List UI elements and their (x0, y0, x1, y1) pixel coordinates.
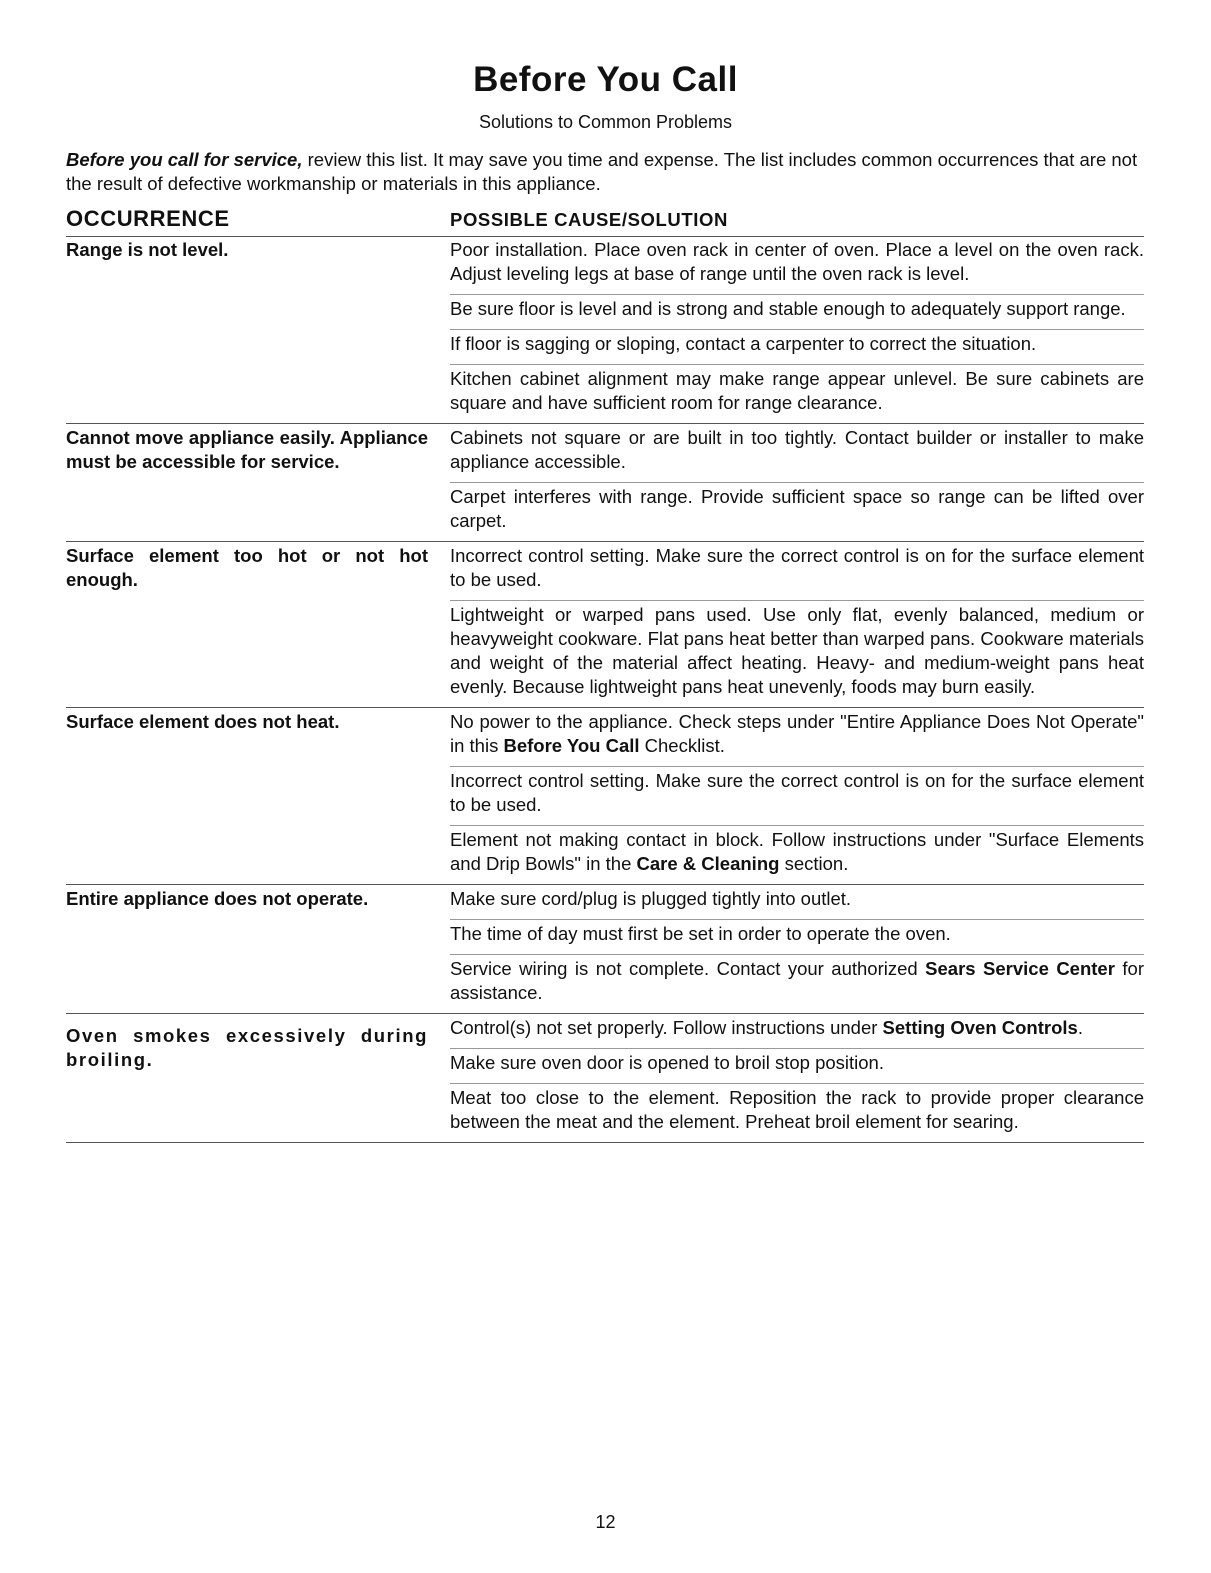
page-title: Before You Call (473, 60, 738, 99)
solution-text: Control(s) not set properly. Follow instructions under (450, 1017, 883, 1038)
solution-item (450, 236, 1144, 295)
column-header-solution: POSSIBLE CAUSE/SOLUTION (450, 209, 728, 230)
column-header-occurrence: OCCURRENCE (66, 206, 230, 231)
table-row (66, 1014, 1144, 1143)
solution-text: Element not making contact in block. Follow instructions under "Surface Elements and Drip Bowls" in the (450, 829, 1144, 874)
solution-item (450, 295, 1144, 330)
solution-text: for assistance. (450, 958, 1144, 1003)
solution-item (450, 1084, 1144, 1142)
solution-text: If floor is sagging or sloping, contact a carpenter to correct the situation. (450, 333, 1037, 354)
solution-emphasis: Setting Oven Controls (882, 1017, 1078, 1038)
solution-text: Lightweight or warped pans used. Use only flat, evenly balanced, medium or heavyweight cookware. Flat pans heat better than warped pans. Cookware materials and weight of the material affect heating. Heavy- and medium-weight pans heat evenly. Because lightweight pans heat unevenly, foods may burn easily. (450, 604, 1144, 697)
page-subtitle: Solutions to Common Problems (478, 112, 733, 132)
solution-text: . (1077, 1017, 1083, 1038)
solution-text: Be sure floor is level and is strong and stable enough to adequately support range. (450, 298, 1126, 319)
occurrence-text: Surface element does not heat. (66, 711, 340, 732)
solution-item (450, 365, 1144, 423)
solution-text: section. (779, 853, 849, 874)
solution-text: The time of day must first be set in order to operate the oven. (450, 923, 951, 944)
table-row (66, 708, 1144, 885)
solution-item (450, 826, 1144, 884)
intro-text: review this list. It may save you time and expense. The list includes common occurrences that are not the result of defective workmanship or materials in this appliance. (66, 149, 1138, 194)
intro-paragraph (66, 148, 1146, 196)
solution-list (450, 542, 1144, 707)
solution-text: Poor installation. Place oven rack in center of oven. Place a level on the oven rack. Adjust leveling legs at base of range until the oven rack is level. (450, 239, 1144, 284)
solution-text: Meat too close to the element. Reposition the rack to provide proper clearance between the meat and the element. Preheat broil element for searing. (450, 1087, 1144, 1132)
solution-text: Make sure oven door is opened to broil stop position. (450, 1052, 884, 1073)
occurrence-text: Entire appliance does not operate. (66, 888, 369, 909)
occurrence-text: Oven smokes excessively during broiling. (66, 1025, 428, 1070)
solution-list (450, 236, 1144, 423)
troubleshooting-table (66, 236, 1144, 1143)
solution-item (450, 542, 1144, 601)
table-row (66, 236, 1144, 424)
solution-item (450, 330, 1144, 365)
table-row (66, 542, 1144, 708)
solution-emphasis: Sears Service Center (925, 958, 1115, 979)
solution-item (450, 955, 1144, 1013)
solution-item (450, 424, 1144, 483)
solution-text: Incorrect control setting. Make sure the correct control is on for the surface element to be used. (450, 770, 1144, 815)
intro-lead: Before you call for service, (66, 149, 303, 170)
solution-list (450, 424, 1144, 541)
solution-item (450, 708, 1144, 767)
solution-item (450, 767, 1144, 826)
solution-text: Checklist. (639, 735, 725, 756)
solution-item (450, 920, 1144, 955)
occurrence-text: Surface element too hot or not hot enough. (66, 545, 428, 590)
solution-text: No power to the appliance. Check steps under "Entire Appliance Does Not Operate" in this (450, 711, 1144, 756)
occurrence-text: Cannot move appliance easily. Appliance must be accessible for service. (66, 427, 428, 472)
solution-text: Incorrect control setting. Make sure the correct control is on for the surface element to be used. (450, 545, 1144, 590)
solution-emphasis: Care & Cleaning (636, 853, 780, 874)
table-header (66, 206, 1144, 237)
solution-item (450, 885, 1144, 920)
page-number: 12 (595, 1512, 616, 1532)
solution-item (450, 483, 1144, 541)
solution-item (450, 1049, 1144, 1084)
occurrence-text: Range is not level. (66, 239, 229, 260)
solution-text: Carpet interferes with range. Provide sufficient space so range can be lifted over carpet. (450, 486, 1144, 531)
solution-text: Make sure cord/plug is plugged tightly into outlet. (450, 888, 852, 909)
solution-list (450, 885, 1144, 1013)
solution-list (450, 1014, 1144, 1142)
solution-text: Cabinets not square or are built in too tightly. Contact builder or installer to make appliance accessible. (450, 427, 1144, 472)
table-row (66, 424, 1144, 542)
solution-item (450, 1014, 1144, 1049)
solution-text: Kitchen cabinet alignment may make range appear unlevel. Be sure cabinets are square and have sufficient room for range clearance. (450, 368, 1144, 413)
solution-list (450, 708, 1144, 884)
solution-emphasis: Before You Call (503, 735, 640, 756)
solution-item (450, 601, 1144, 707)
solution-text: Service wiring is not complete. Contact your authorized (450, 958, 926, 979)
table-row (66, 885, 1144, 1014)
